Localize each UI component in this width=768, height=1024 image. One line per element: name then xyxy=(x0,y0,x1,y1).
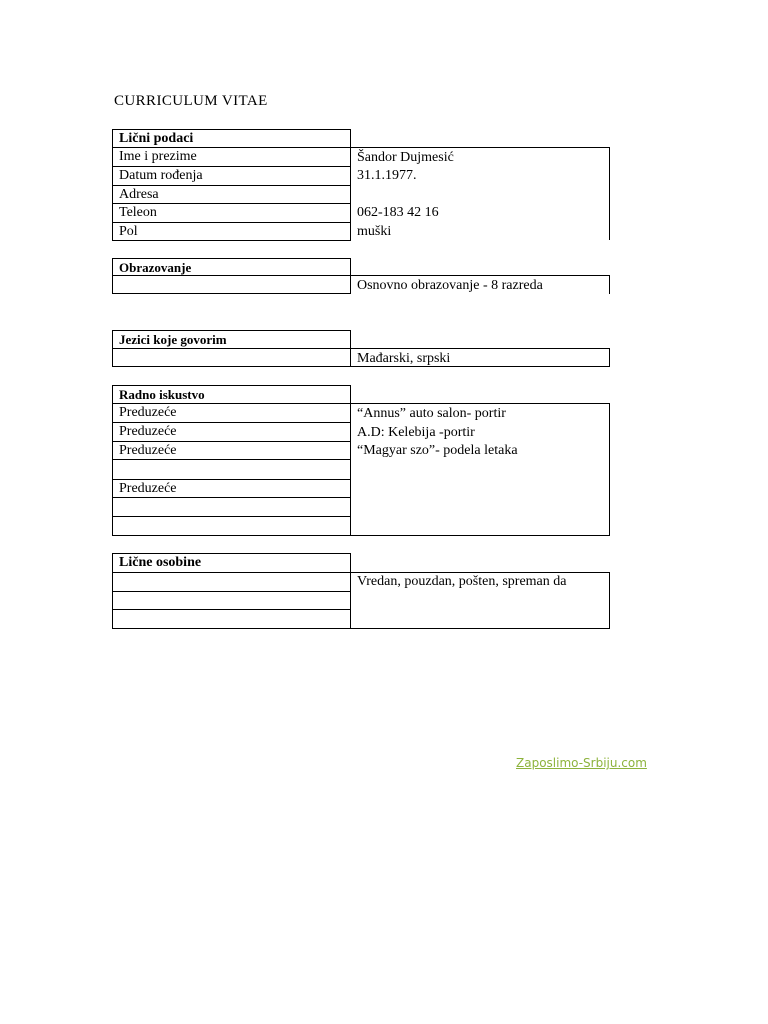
experience-label-3: Preduzeće xyxy=(112,442,351,460)
personal-label-name: Ime i prezime xyxy=(112,148,351,167)
footer-site-link[interactable]: Zaposlimo-Srbiju.com xyxy=(516,756,647,770)
experience-label-1: Preduzeće xyxy=(112,404,351,423)
languages-heading: Jezici koje govorim xyxy=(112,330,351,349)
experience-value-1: “Annus” auto salon- portir xyxy=(357,406,506,421)
experience-label-5: Preduzeće xyxy=(112,480,351,498)
traits-label-1 xyxy=(112,573,351,592)
languages-label-empty xyxy=(112,349,351,367)
personal-heading: Lični podaci xyxy=(112,129,351,148)
education-value: Osnovno obrazovanje - 8 razreda xyxy=(357,278,543,293)
experience-label-7 xyxy=(112,517,351,536)
experience-heading: Radno iskustvo xyxy=(112,385,351,404)
personal-value-phone: 062-183 42 16 xyxy=(357,205,439,220)
personal-value-birthdate: 31.1.1977. xyxy=(357,168,417,183)
traits-heading: Lične osobine xyxy=(112,553,351,573)
education-label-empty xyxy=(112,276,351,294)
experience-label-4 xyxy=(112,460,351,480)
traits-value: Vredan, pouzdan, pošten, spreman da xyxy=(357,574,567,589)
personal-label-gender: Pol xyxy=(112,223,351,241)
traits-label-3 xyxy=(112,610,351,629)
personal-label-address: Adresa xyxy=(112,186,351,204)
experience-label-2: Preduzeće xyxy=(112,423,351,442)
languages-value: Mađarski, srpski xyxy=(357,351,451,366)
experience-value-3: “Magyar szo”- podela letaka xyxy=(357,443,518,458)
personal-value-name: Šandor Dujmesić xyxy=(357,150,454,165)
personal-value-gender: muški xyxy=(357,224,392,239)
document-title: CURRICULUM VITAE xyxy=(114,93,268,109)
experience-value-2: A.D: Kelebija -portir xyxy=(357,425,475,440)
personal-label-birthdate: Datum rođenja xyxy=(112,167,351,186)
education-heading: Obrazovanje xyxy=(112,258,351,276)
traits-label-2 xyxy=(112,592,351,610)
experience-values-box xyxy=(350,403,610,536)
experience-label-6 xyxy=(112,498,351,517)
personal-label-phone: Teleon xyxy=(112,204,351,223)
